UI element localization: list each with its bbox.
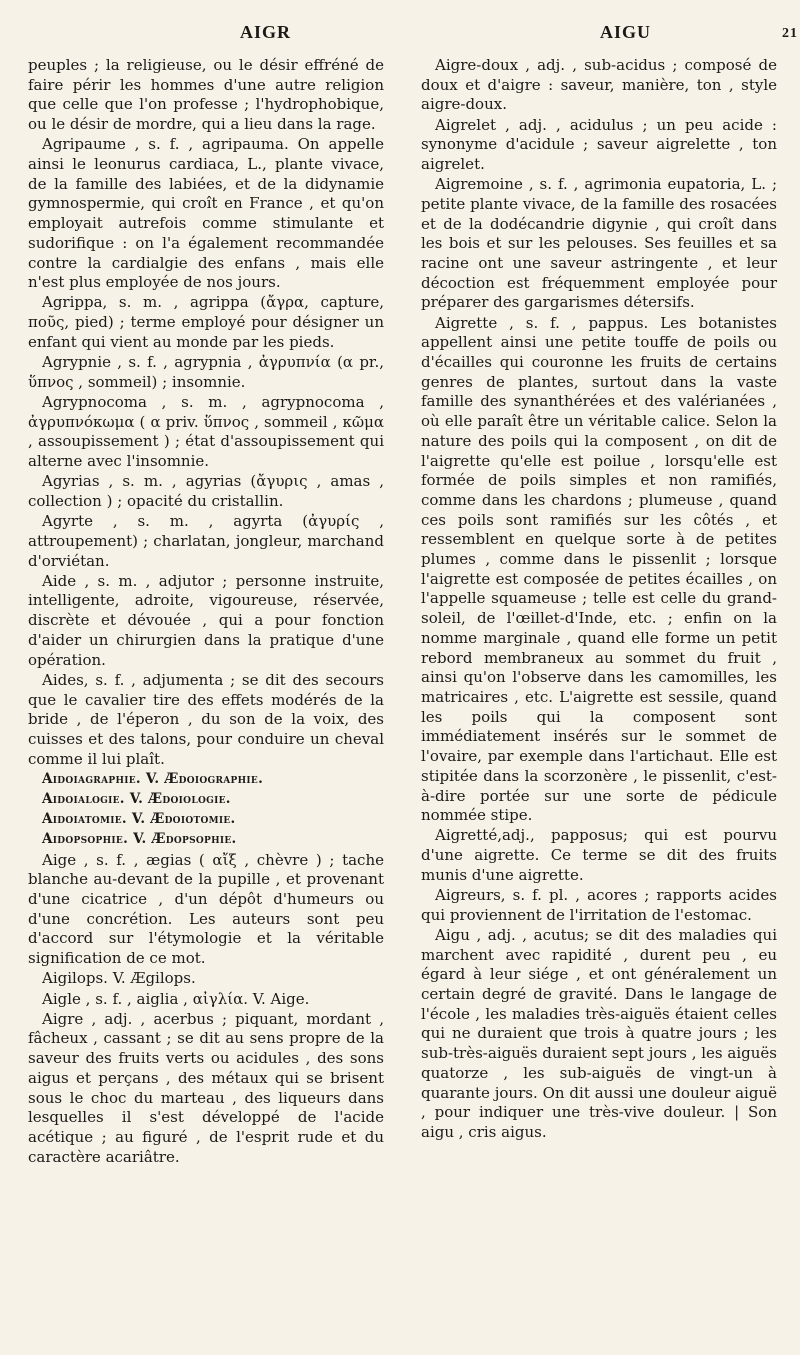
page-number: 21 — [782, 26, 798, 41]
cross-reference: Aidoialogie. V. Ædoiologie. — [42, 791, 231, 808]
cross-reference: Aidopsophie. V. Ædopsophie. — [42, 831, 237, 848]
entry: Aigretté,adj., papposus; qui est pourvu d'une aigrette. Ce terme se dit des fruits munis d'une aigrette. — [421, 826, 777, 884]
entry: Agripaume , s. f. , agripauma. On appelle ainsi le leonurus cardiaca, L., plante vivace, de la famille des labiées, et de la didynamie gymnospermie, qui croît en France , et qu'on employait autrefois comme stimulante et sudorifique : on l'a également recommandée contre la cardialgie des enfans , mais elle n'est plus employée de nos jours. — [28, 135, 384, 292]
entry: Agrypnocoma , s. m. , agrypnocoma , ἀγρυπνόκωμα ( α priv. ὕπνος , sommeil , κῶμα , assoupissement ) ; état d'assoupissement qui alterne avec l'insomnie. — [28, 392, 384, 471]
cross-reference: Aidoiatomie. V. Ædoiotomie. — [42, 811, 236, 828]
cross-reference: Aigilops. V. Ægilops. — [42, 969, 196, 988]
entry: Aigre , adj. , acerbus ; piquant, mordant , fâcheux , cassant ; se dit au sens propre de la saveur des fruits verts ou acidules , des sons aigus et perçans , des métaux qui se brisent sous le choc du marteau , des liqueurs dans lesquelles il s'est développé de l'acide acétique ; au figuré , de l'esprit rude et du caractère acariâtre. — [28, 1009, 384, 1166]
entry: Aide , s. m. , adjutor ; personne instruite, intelligente, adroite, vigoureuse, réservée, discrète et dévouée , qui a pour fonction d'aider un chirurgien dans la pratique d'une opération. — [28, 571, 384, 669]
running-head-left: AIGR — [240, 22, 292, 42]
entry: Aigre-doux , adj. , sub-acidus ; composé de doux et d'aigre : saveur, manière, ton , style aigre-doux. — [421, 56, 777, 114]
entry: Aigreurs, s. f. pl. , acores ; rapports acides qui proviennent de l'irritation de l'estomac. — [421, 886, 777, 924]
running-head-right: AIGU — [600, 22, 652, 42]
entry: Agrypnie , s. f. , agrypnia , ἀγρυπνία (α pr., ὕπνος , sommeil) ; insomnie. — [28, 353, 384, 391]
entry: Aigrelet , adj. , acidulus ; un peu acide : synonyme d'acidule ; saveur aigrelette , ton aigrelet. — [421, 115, 777, 174]
entry: Aige , s. f. , ægias ( αἴξ , chèvre ) ; tache blanche au-devant de la pupille , et provenant d'une cicatrice , d'un dépôt d'humeurs ou d'une concrétion. Les auteurs sont peu d'accord sur l'étymologie et la véritable signification de ce mot. — [28, 850, 384, 968]
entry: Agyrias , s. m. , agyrias (ἄγυρις , amas , collection ) ; opacité du cristallin. — [28, 472, 384, 510]
right-column — [421, 56, 777, 1143]
entry: Aigrette , s. f. , pappus. Les botanistes appellent ainsi une petite touffe de poils ou d'écailles qui couronne les fruits de certains genres de plantes, surtout dans la vaste famille des synanthérées et des valérianées , où elle paraît être un véritable calice. Selon la nature des poils qui la composent , on dit de l'aigrette qu'elle est poilue , lorsqu'elle est formée de poils simples et non ramifiés, comme dans les chardons ; plumeuse , quand ces poils sont ramifiés sur les côtés , et ressemblent en quelque sorte à de petites plumes , comme dans le pissenlit ; lorsque l'aigrette est composée de petites écailles , on l'appelle squameuse ; telle est celle du grand-soleil, de l'œillet-d'Inde, etc. ; enfin on la nomme marginale , quand elle forme un petit rebord membraneux au sommet du fruit , ainsi qu'on l'observe dans les camomilles, les matricaires , etc. L'aigrette est sessile, quand les poils qui la composent sont immédiatement insérés sur le sommet de l'ovaire, par exemple dans l'artichaut. Elle est stipitée dans la scorzonère , le pissenlit, c'est-à-dire portée sur une sorte de pédicule nommée stipe. — [421, 313, 777, 825]
left-column — [28, 56, 384, 1168]
entry: Aigle , s. f. , aiglia , αἰγλία. V. Aige. — [42, 989, 310, 1008]
entry: Agrippa, s. m. , agrippa (ἄγρα, capture, ποῦς, pied) ; terme employé pour désigner un enfant qui vient au monde par les pieds. — [28, 293, 384, 351]
entry: Aigremoine , s. f. , agrimonia eupatoria, L. ; petite plante vivace, de la famille des rosacées et de la dodécandrie digynie , qui croît dans les bois et sur les pelouses. Ses feuilles et sa racine ont une saveur astringente , et leur décoction est fréquemment employée pour préparer des gargarismes détersifs. — [421, 175, 777, 312]
entry: Agyrte , s. m. , agyrta (ἀγυρίς , attroupement) ; charlatan, jongleur, marchand d'orviétan. — [28, 512, 384, 570]
entry: Aigu , adj. , acutus; se dit des maladies qui marchent avec rapidité , durent peu , eu égard à leur siége , et ont généralement un certain degré de gravité. Dans le langage de l'école , les maladies très-aiguës étaient celles qui ne duraient que trois à quatre jours ; les sub-très-aiguës duraient sept jours , les aiguës quatorze , les sub-aiguës de vingt-un à quarante jours. On dit aussi une douleur aiguë , pour indiquer une très-vive douleur. | Son aigu , cris aigus. — [421, 925, 777, 1141]
entry: peuples ; la religieuse, ou le désir effréné de faire périr les hommes d'une autre religion que celle que l'on professe ; l'hydrophobique, ou le désir de mordre, qui a lieu dans la rage. — [28, 56, 384, 134]
entry: Aides, s. f. , adjumenta ; se dit des secours que le cavalier tire des effets modérés de la bride , de l'éperon , du son de la voix, des cuisses et des talons, pour conduire un cheval comme il lui plaît. — [28, 670, 384, 768]
cross-reference: Aidoiagraphie. V. Ædoiographie. — [42, 770, 264, 787]
